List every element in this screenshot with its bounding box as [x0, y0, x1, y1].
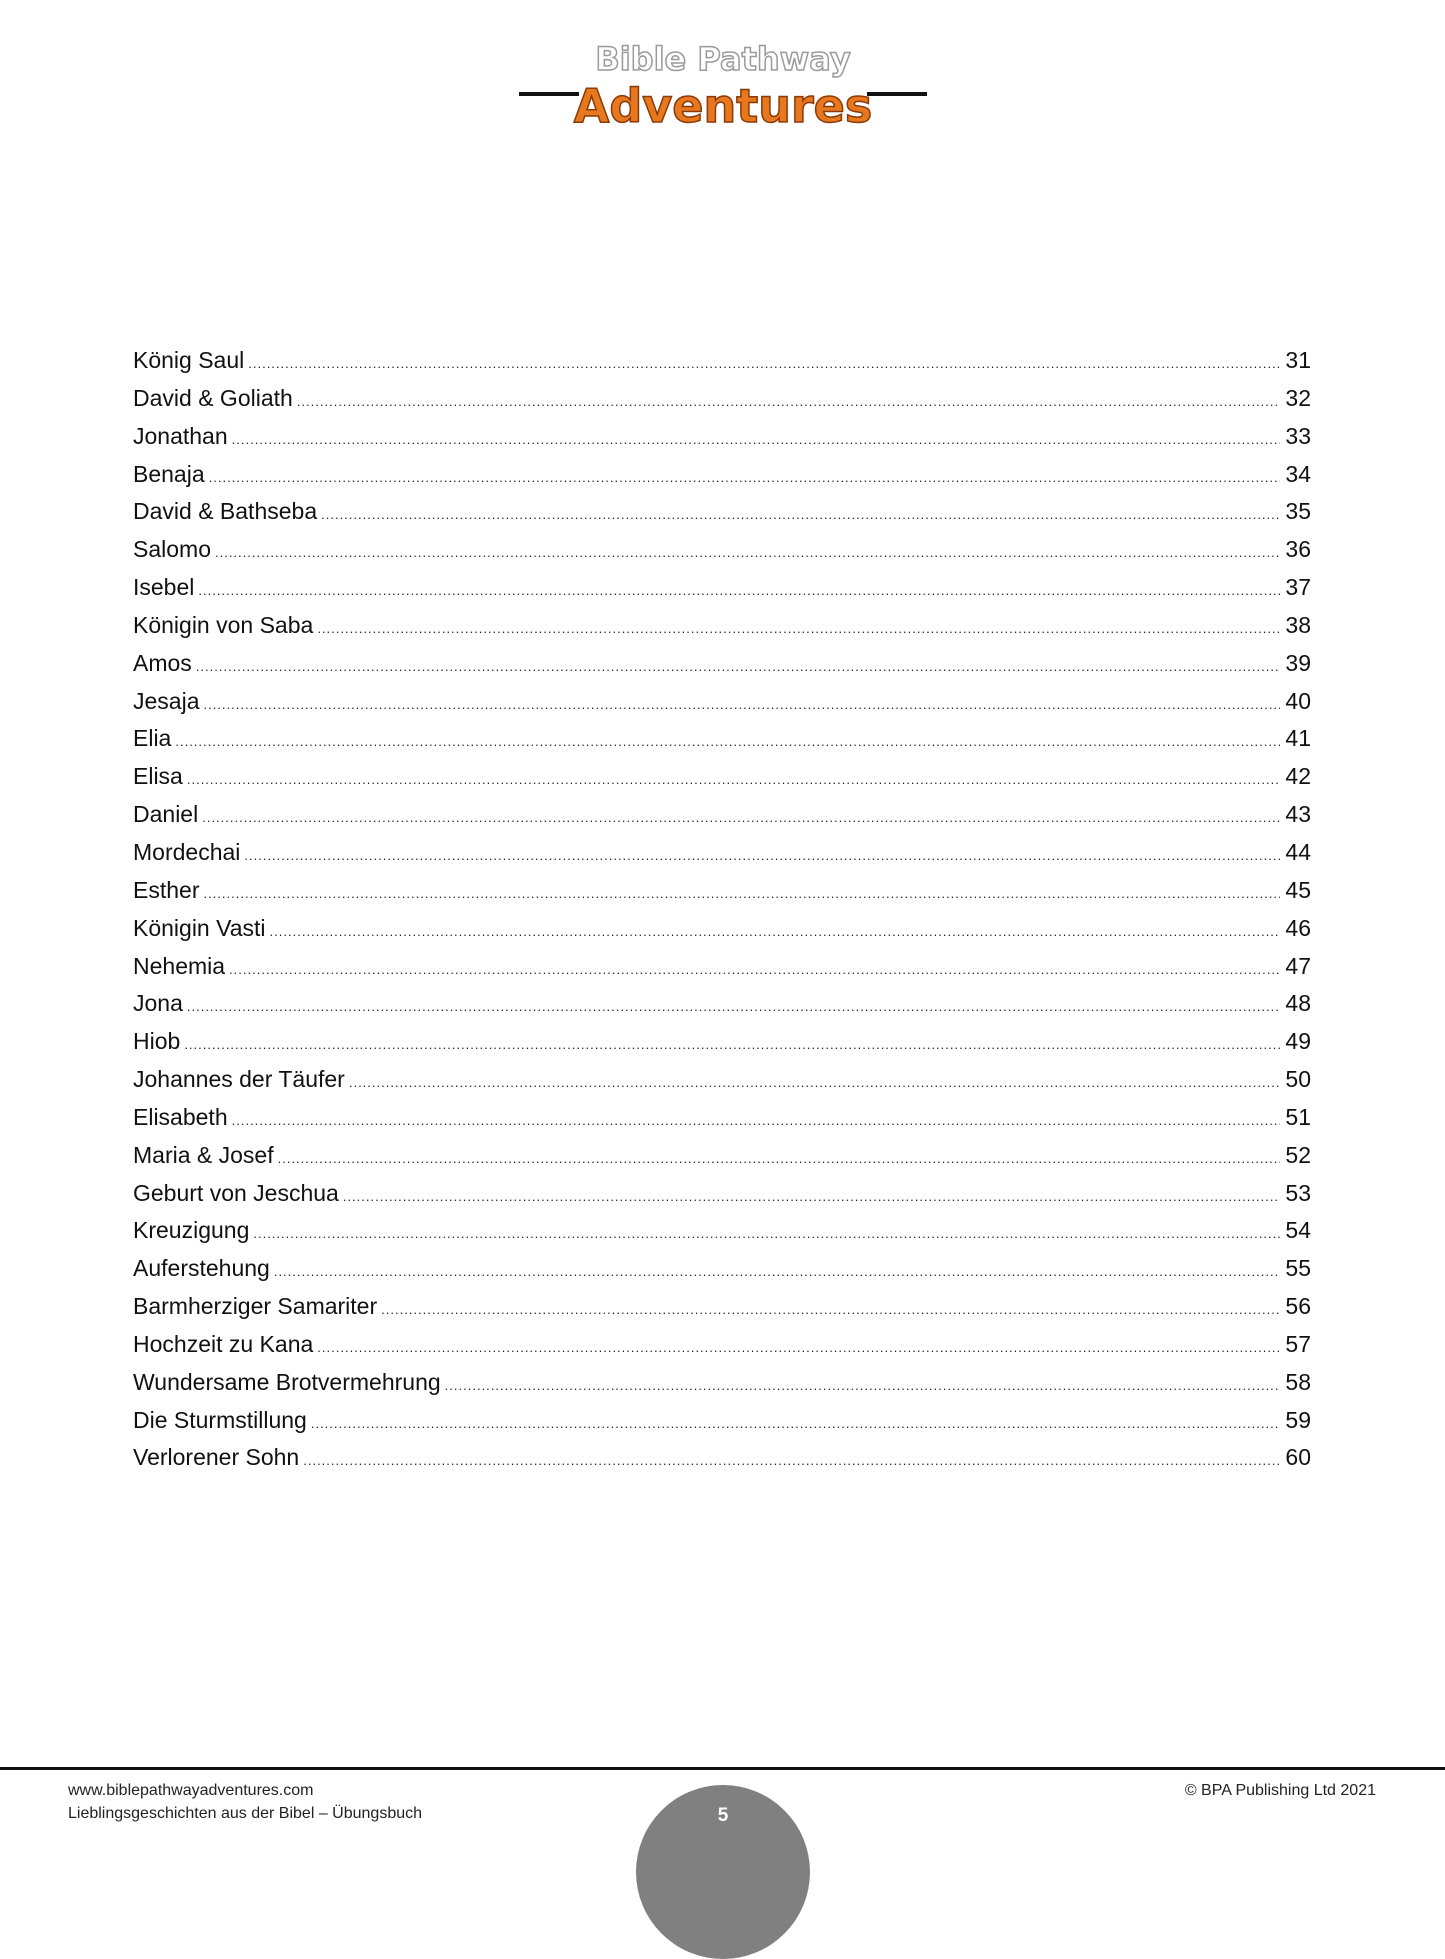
toc-entry-title: Elia	[133, 725, 172, 752]
toc-entry[interactable]	[133, 985, 1311, 1023]
toc-entry-title: Kreuzigung	[133, 1217, 250, 1244]
toc-entry-title: Daniel	[133, 801, 199, 828]
toc-entry[interactable]	[133, 1402, 1311, 1440]
footer-book-title: Lieblingsgeschichten aus der Bibel – Übungsbuch	[68, 1805, 423, 1822]
toc-entry[interactable]	[133, 872, 1311, 910]
toc-entry-page: 38	[1285, 611, 1311, 638]
toc-entry-title: Auferstehung	[133, 1255, 270, 1282]
toc-entry[interactable]	[133, 720, 1311, 758]
toc-entry[interactable]	[133, 531, 1311, 569]
toc-entry-page: 48	[1285, 990, 1311, 1017]
toc-dot-leader	[253, 1215, 1280, 1253]
toc-entry-title: Geburt von Jeschua	[133, 1179, 339, 1206]
toc-entry[interactable]	[133, 456, 1311, 494]
logo-line2: Adventures	[573, 79, 872, 133]
toc-entry-title: Johannes der Täufer	[133, 1066, 345, 1093]
table-of-contents	[133, 342, 1311, 1477]
toc-entry-title: Benaja	[133, 460, 205, 487]
toc-entry[interactable]	[133, 1364, 1311, 1402]
toc-entry-page: 59	[1285, 1406, 1311, 1433]
toc-dot-leader	[321, 496, 1280, 534]
toc-entry-page: 57	[1285, 1330, 1311, 1357]
toc-entry-page: 58	[1285, 1368, 1311, 1395]
toc-entry-page: 40	[1285, 687, 1311, 714]
toc-dot-leader	[184, 1026, 1280, 1064]
logo-line1: Bible Pathway	[594, 40, 851, 78]
footer-copyright: © BPA Publishing Ltd 2021	[1184, 1782, 1376, 1799]
toc-entry-page: 60	[1285, 1444, 1311, 1471]
toc-entry-page: 55	[1285, 1255, 1311, 1282]
toc-entry-title: Hiob	[133, 1028, 181, 1055]
toc-entry-page: 32	[1285, 384, 1311, 411]
toc-entry-page: 37	[1285, 574, 1311, 601]
toc-entry-page: 54	[1285, 1217, 1311, 1244]
toc-dot-leader	[381, 1291, 1280, 1329]
toc-entry-title: Königin Vasti	[133, 914, 266, 941]
toc-entry-title: David & Goliath	[133, 384, 293, 411]
page-number: 5	[717, 1805, 729, 1826]
toc-dot-leader	[244, 837, 1280, 875]
toc-dot-leader	[187, 988, 1280, 1026]
toc-dot-leader	[232, 1102, 1280, 1140]
toc-dot-leader	[270, 913, 1280, 951]
toc-entry-page: 51	[1285, 1103, 1311, 1130]
toc-entry-page: 52	[1285, 1141, 1311, 1168]
toc-entry-page: 47	[1285, 952, 1311, 979]
toc-dot-leader	[175, 723, 1280, 761]
toc-entry-title: Jesaja	[133, 687, 200, 714]
toc-dot-leader	[187, 761, 1280, 799]
toc-entry[interactable]	[133, 1023, 1311, 1061]
toc-entry-title: Jonathan	[133, 422, 228, 449]
toc-entry-page: 44	[1285, 838, 1311, 865]
brand-logo	[0, 36, 1445, 146]
toc-entry[interactable]	[133, 380, 1311, 418]
toc-entry[interactable]	[133, 910, 1311, 948]
toc-entry-title: Nehemia	[133, 952, 226, 979]
toc-entry[interactable]	[133, 645, 1311, 683]
toc-entry-page: 43	[1285, 801, 1311, 828]
toc-entry[interactable]	[133, 948, 1311, 986]
toc-entry-page: 31	[1285, 347, 1311, 373]
toc-entry[interactable]	[133, 1250, 1311, 1288]
toc-dot-leader	[278, 1140, 1280, 1178]
toc-dot-leader	[196, 648, 1280, 686]
toc-dot-leader	[215, 534, 1280, 572]
toc-entry-title: David & Bathseba	[133, 498, 318, 525]
toc-entry-title: Verlorener Sohn	[133, 1444, 300, 1471]
toc-entry-title: Mordechai	[133, 838, 241, 865]
toc-entry-page: 46	[1285, 914, 1311, 941]
toc-entry-title: Hochzeit zu Kana	[133, 1330, 314, 1357]
toc-dot-leader	[209, 459, 1280, 497]
toc-entry-page: 39	[1285, 649, 1311, 676]
toc-dot-leader	[343, 1178, 1280, 1216]
toc-dot-leader	[203, 686, 1280, 724]
toc-entry-page: 42	[1285, 763, 1311, 790]
toc-dot-leader	[349, 1064, 1280, 1102]
footer-divider	[0, 1767, 1445, 1770]
toc-entry[interactable]	[133, 1212, 1311, 1250]
toc-entry-title: Elisabeth	[133, 1103, 228, 1130]
toc-entry-page: 33	[1285, 422, 1311, 449]
toc-entry-page: 49	[1285, 1028, 1311, 1055]
toc-entry-title: Jona	[133, 990, 183, 1017]
toc-dot-leader	[274, 1253, 1280, 1291]
toc-entry-title: Wundersame Brotvermehrung	[133, 1368, 441, 1395]
toc-entry-page: 35	[1285, 498, 1311, 525]
toc-dot-leader	[445, 1367, 1280, 1405]
toc-dot-leader	[317, 610, 1280, 648]
toc-entry[interactable]	[133, 493, 1311, 531]
logo-graphic	[503, 36, 943, 146]
toc-entry-title: Isebel	[133, 574, 195, 601]
toc-dot-leader	[317, 1329, 1280, 1367]
toc-entry[interactable]	[133, 418, 1311, 456]
toc-entry-title: Maria & Josef	[133, 1141, 274, 1168]
footer-website[interactable]: www.biblepathwayadventures.com	[68, 1782, 314, 1799]
toc-entry-page: 45	[1285, 876, 1311, 903]
toc-entry-title: Elisa	[133, 763, 183, 790]
toc-entry-page: 34	[1285, 460, 1311, 487]
toc-entry-page: 56	[1285, 1293, 1311, 1320]
toc-entry[interactable]	[133, 683, 1311, 721]
toc-entry-page: 53	[1285, 1179, 1311, 1206]
toc-dot-leader	[248, 345, 1280, 383]
toc-entry[interactable]	[133, 1137, 1311, 1175]
toc-dot-leader	[198, 572, 1280, 610]
toc-entry[interactable]	[133, 796, 1311, 834]
toc-entry[interactable]	[133, 1326, 1311, 1364]
toc-dot-leader	[232, 421, 1280, 459]
toc-dot-leader	[203, 875, 1280, 913]
footer-left	[68, 1779, 422, 1825]
toc-dot-leader	[297, 383, 1280, 421]
toc-dot-leader	[202, 799, 1280, 837]
toc-dot-leader	[311, 1405, 1280, 1443]
toc-entry[interactable]	[133, 1439, 1311, 1477]
toc-entry[interactable]	[133, 1175, 1311, 1213]
toc-entry[interactable]	[133, 758, 1311, 796]
toc-entry-title: Barmherziger Samariter	[133, 1293, 378, 1320]
toc-entry-title: Königin von Saba	[133, 611, 314, 638]
toc-entry[interactable]	[133, 342, 1311, 380]
toc-entry[interactable]	[133, 569, 1311, 607]
toc-dot-leader	[303, 1442, 1280, 1480]
toc-entry-title: Esther	[133, 876, 200, 903]
toc-entry[interactable]	[133, 1288, 1311, 1326]
toc-entry-title: Amos	[133, 649, 192, 676]
toc-entry-page: 36	[1285, 536, 1311, 563]
toc-entry-title: Salomo	[133, 536, 211, 563]
toc-entry[interactable]	[133, 1099, 1311, 1137]
toc-entry-title: Die Sturmstillung	[133, 1406, 307, 1433]
toc-entry[interactable]	[133, 607, 1311, 645]
toc-entry[interactable]	[133, 834, 1311, 872]
toc-entry-page: 41	[1285, 725, 1311, 752]
toc-entry-title: König Saul	[133, 347, 245, 373]
toc-dot-leader	[229, 951, 1280, 989]
toc-entry[interactable]	[133, 1061, 1311, 1099]
toc-entry-page: 50	[1285, 1066, 1311, 1093]
